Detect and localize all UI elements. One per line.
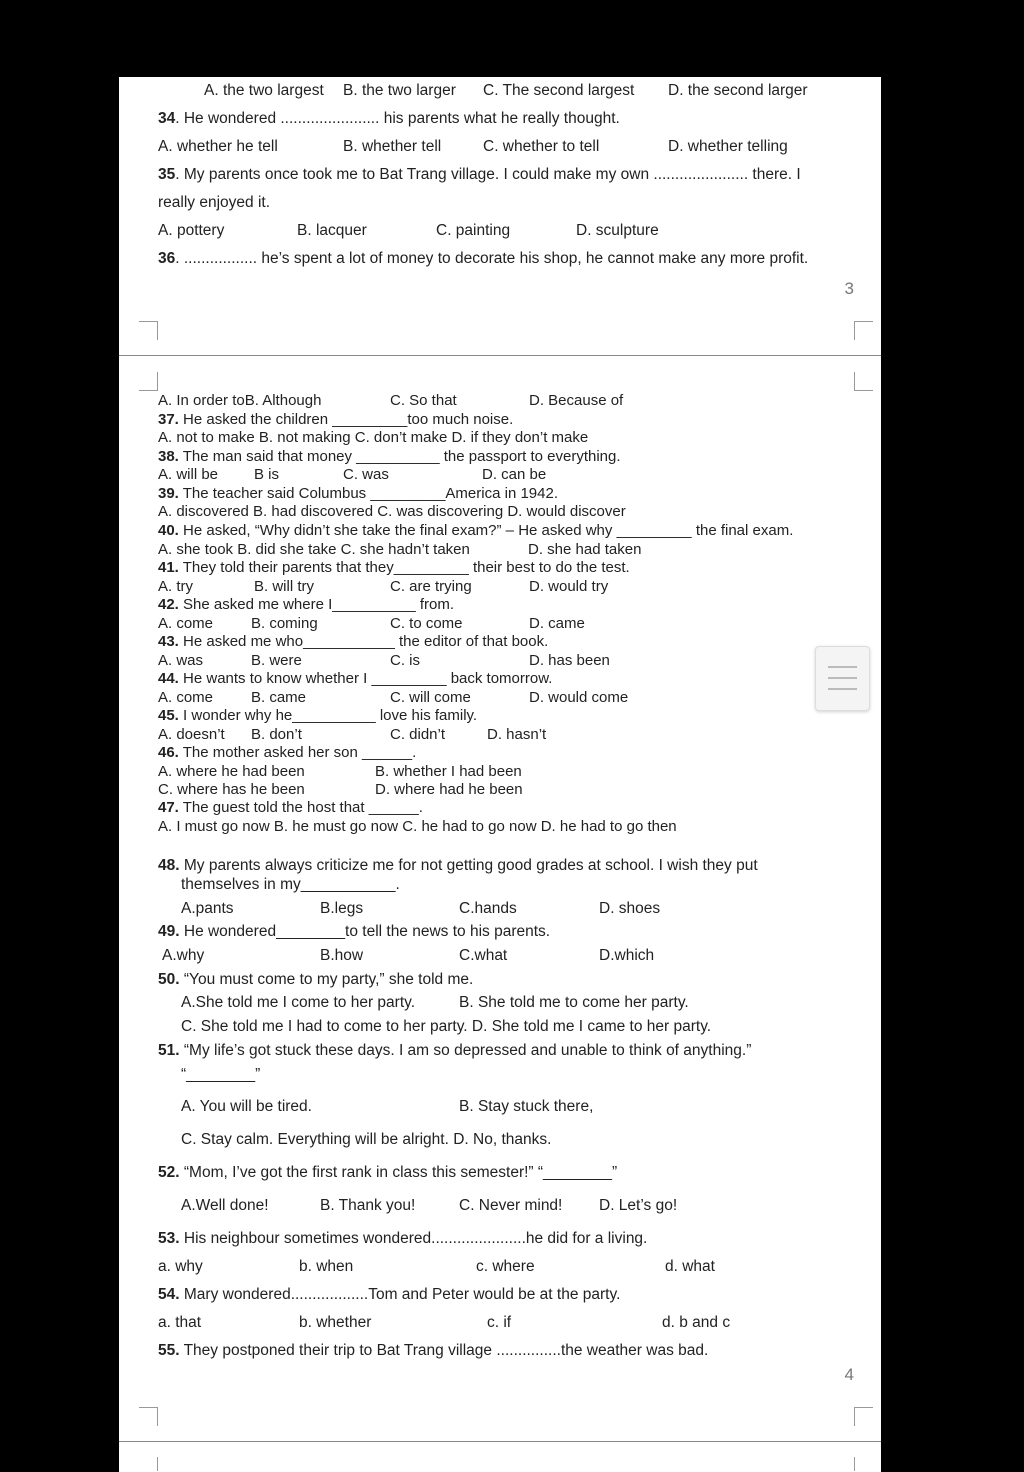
page-corner-mark: [139, 372, 158, 391]
question-text: They told their parents that they_________ their best to do the test.: [178, 559, 630, 576]
option-text: B.legs: [320, 900, 364, 917]
option-text: A. come: [158, 689, 214, 706]
option-text: C. are trying: [390, 578, 472, 595]
option-text: d. what: [665, 1258, 715, 1275]
question-number: 45.: [158, 707, 179, 724]
option-text: C. whether to tell: [483, 138, 600, 155]
option-text: A. I must go now B. he must go now C. he had to go now D. he had to go then: [158, 818, 677, 835]
option-text: C. to come: [390, 615, 463, 632]
option-text: A. In order toB. Although: [158, 392, 322, 409]
option-text: C. will come: [390, 689, 471, 706]
question-text: “You must come to my party,” she told me.: [179, 971, 474, 988]
option-text: C. The second largest: [483, 82, 635, 99]
question-text: The guest told the host that ______.: [178, 799, 423, 816]
question-text: He asked, “Why didn’t she take the final exam?” – He asked why _________ the final exam.: [178, 522, 794, 539]
option-text: A. try: [158, 578, 194, 595]
option-text: D. Let’s go!: [599, 1197, 678, 1214]
question-number: 50.: [158, 971, 180, 988]
option-text: A. where he had been: [158, 763, 305, 780]
option-text: B. lacquer: [297, 222, 367, 239]
option-text: C. is: [390, 652, 420, 669]
option-text: C. was: [343, 466, 389, 483]
option-text: D. sculpture: [576, 222, 659, 239]
option-text: A. You will be tired.: [181, 1098, 312, 1115]
option-text: A. doesn’t: [158, 726, 225, 743]
option-text: A. the two largest: [204, 82, 324, 99]
question-number: 54.: [158, 1286, 180, 1303]
option-text: D. would come: [529, 689, 629, 706]
question-text: She asked me where I__________ from.: [178, 596, 455, 613]
option-text: B. coming: [251, 615, 318, 632]
option-text: C. painting: [436, 222, 511, 239]
question-text: He wants to know whether I _________ back tomorrow.: [178, 670, 553, 687]
question-number: 43.: [158, 633, 179, 650]
question-text: He asked the children _________too much noise.: [178, 411, 514, 428]
page-corner-mark: [139, 1407, 158, 1426]
question-text: . He wondered ....................... his parents what he really thought.: [175, 110, 620, 127]
question-number: 34: [158, 110, 176, 127]
option-text: D. hasn’t: [487, 726, 547, 743]
question-text: The teacher said Columbus _________America in 1942.: [178, 485, 558, 502]
question-text: He wondered________to tell the news to his parents.: [179, 923, 551, 940]
question-number: 44.: [158, 670, 179, 687]
option-text: C.what: [459, 947, 508, 964]
answer-blank: “________”: [181, 1066, 261, 1083]
option-text: A. she took B. did she take C. she hadn’t taken: [158, 541, 470, 558]
page-corner-mark: [139, 321, 158, 340]
option-text: A. discovered B. had discovered C. was discovering D. would discover: [158, 503, 626, 520]
option-text: C. didn’t: [390, 726, 446, 743]
option-text: A. was: [158, 652, 204, 669]
option-text: B.how: [320, 947, 364, 964]
option-text: B. don’t: [251, 726, 302, 743]
document-page-3: [119, 77, 881, 355]
question-number: 41.: [158, 559, 179, 576]
option-text: D. Because of: [529, 392, 624, 409]
option-text: D. came: [529, 615, 585, 632]
option-text: C. Never mind!: [459, 1197, 563, 1214]
question-text: They postponed their trip to Bat Trang village ...............the weather was bad.: [179, 1342, 709, 1359]
option-text: b. whether: [299, 1314, 372, 1331]
option-text: B. whether tell: [343, 138, 442, 155]
option-text: A. pottery: [158, 222, 225, 239]
page-corner-mark: [157, 1457, 158, 1471]
page-corner-mark: [854, 321, 873, 340]
option-text: A. will be: [158, 466, 219, 483]
question-number: 46.: [158, 744, 179, 761]
question-number: 49.: [158, 923, 180, 940]
question-number: 52.: [158, 1164, 180, 1181]
question-number: 36: [158, 250, 176, 267]
option-text: D. where had he been: [375, 781, 523, 798]
option-text: D.which: [599, 947, 655, 964]
question-number: 42.: [158, 596, 179, 613]
option-text: D. the second larger: [668, 82, 808, 99]
question-number: 40.: [158, 522, 179, 539]
option-text: B. the two larger: [343, 82, 456, 99]
option-text: D. she had taken: [528, 541, 642, 558]
option-text: A. whether he tell: [158, 138, 278, 155]
menu-button[interactable]: [815, 646, 870, 711]
question-number: 53.: [158, 1230, 180, 1247]
question-number: 47.: [158, 799, 179, 816]
question-text: His neighbour sometimes wondered......................he did for a living.: [179, 1230, 648, 1247]
question-text: “Mom, I’ve got the first rank in class this semester!” “________”: [179, 1164, 618, 1181]
document-page-4: [119, 356, 881, 1472]
option-text: A.why: [162, 947, 205, 964]
option-text: B. will try: [254, 578, 314, 595]
page-corner-mark: [854, 1457, 855, 1471]
question-number: 35: [158, 166, 176, 183]
question-text: really enjoyed it.: [158, 194, 271, 211]
question-text: themselves in my___________.: [181, 876, 400, 893]
question-text: Mary wondered..................Tom and Peter would be at the party.: [179, 1286, 621, 1303]
option-text: C. Stay calm. Everything will be alright. D. No, thanks.: [181, 1131, 552, 1148]
option-text: B. She told me to come her party.: [459, 994, 689, 1011]
question-text: . My parents once took me to Bat Trang village. I could make my own ...................... there. I: [175, 166, 801, 183]
option-text: A.pants: [181, 900, 234, 917]
page-corner-mark: [854, 1407, 873, 1426]
option-text: D. would try: [529, 578, 609, 595]
question-number: 48.: [158, 857, 180, 874]
question-number: 55.: [158, 1342, 180, 1359]
question-text: He asked me who___________ the editor of that book.: [178, 633, 549, 650]
option-text: B. Thank you!: [320, 1197, 416, 1214]
page-number: 4: [844, 1365, 854, 1384]
question-text: . ................. he’s spent a lot of money to decorate his shop, he cannot make any more profit.: [175, 250, 809, 267]
option-text: c. where: [476, 1258, 535, 1275]
option-text: C. where has he been: [158, 781, 305, 798]
question-number: 37.: [158, 411, 179, 428]
question-text: My parents always criticize me for not getting good grades at school. I wish they put: [179, 857, 758, 874]
option-text: c. if: [487, 1314, 512, 1331]
question-number: 39.: [158, 485, 179, 502]
option-text: B. were: [251, 652, 302, 669]
option-text: D. whether telling: [668, 138, 788, 155]
question-text: The mother asked her son ______.: [178, 744, 417, 761]
question-number: 51.: [158, 1042, 180, 1059]
option-text: a. that: [158, 1314, 202, 1331]
option-text: D. has been: [529, 652, 610, 669]
page-corner-mark: [854, 372, 873, 391]
option-text: b. when: [299, 1258, 354, 1275]
option-text: C. So that: [390, 392, 457, 409]
question-number: 38.: [158, 448, 179, 465]
option-text: A. not to make B. not making C. don’t make D. if they don’t make: [158, 429, 589, 446]
page-number: 3: [844, 279, 854, 298]
option-text: A. come: [158, 615, 214, 632]
option-text: A.Well done!: [181, 1197, 269, 1214]
question-text: “My life’s got stuck these days. I am so depressed and unable to think of anything.”: [179, 1042, 752, 1059]
option-text: B is: [254, 466, 280, 483]
option-text: B. whether I had been: [375, 763, 522, 780]
option-text: D. shoes: [599, 900, 661, 917]
option-text: B. came: [251, 689, 307, 706]
option-text: a. why: [158, 1258, 203, 1275]
option-text: d. b and c: [662, 1314, 731, 1331]
option-text: A.She told me I come to her party.: [181, 994, 416, 1011]
option-text: B. Stay stuck there,: [459, 1098, 594, 1115]
question-text: I wonder why he__________ love his family.: [178, 707, 478, 724]
option-text: C.hands: [459, 900, 517, 917]
option-text: D. can be: [482, 466, 547, 483]
question-text: The man said that money __________ the passport to everything.: [178, 448, 621, 465]
page-separator: [119, 1441, 881, 1442]
option-text: C. She told me I had to come to her party. D. She told me I came to her party.: [181, 1018, 712, 1035]
